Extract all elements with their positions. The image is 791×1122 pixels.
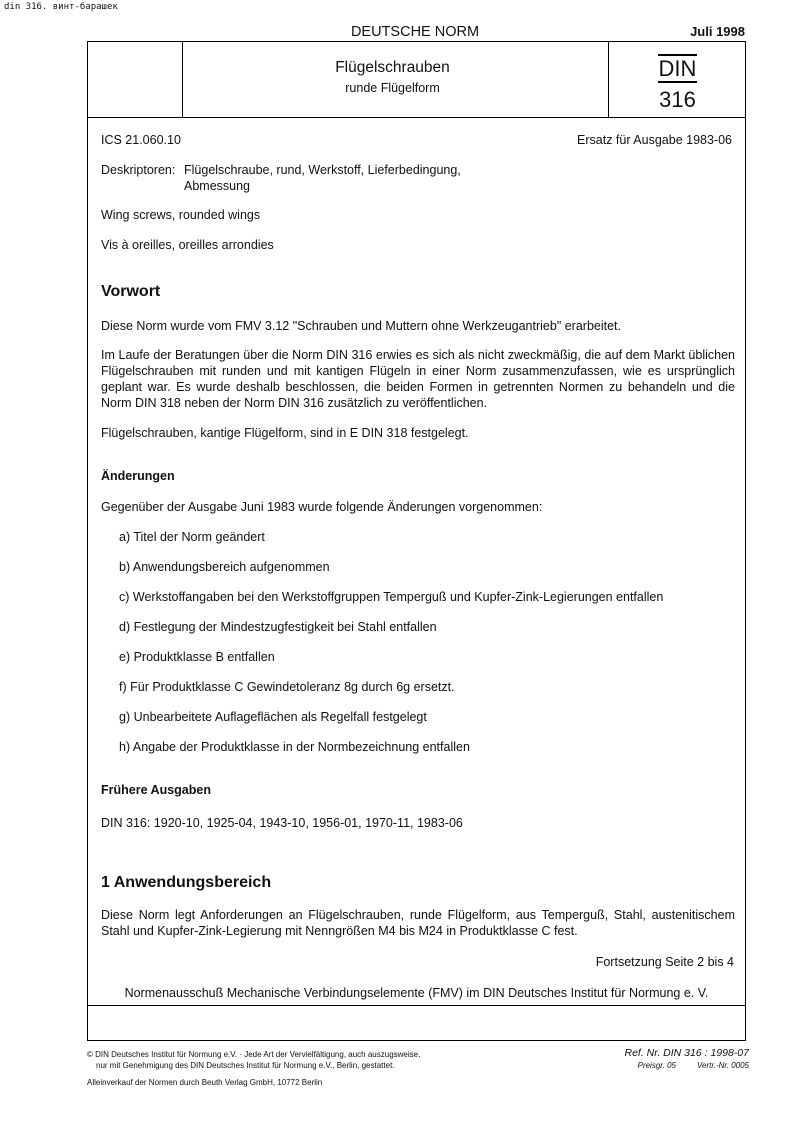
din-logo — [609, 56, 746, 82]
title-english: Wing screws, rounded wings — [101, 208, 261, 222]
committee-line: Normenausschuß Mechanische Verbindungselemente (FMV) im DIN Deutsches Institut für Normung e. V. — [124, 986, 709, 1000]
change-item: b) Anwendungsbereich aufgenommen — [119, 560, 330, 574]
change-item: a) Titel der Norm geändert — [119, 530, 265, 544]
earlier-editions-heading: Frühere Ausgaben — [101, 783, 211, 797]
distribution-number: Vertr.-Nr. 0005 — [696, 1061, 749, 1070]
change-item: h) Angabe der Produktklasse in der Normbezeichnung entfallen — [119, 740, 470, 754]
sales-note: Alleinverkauf der Normen durch Beuth Verlag GmbH, 10772 Berlin — [87, 1078, 323, 1087]
title-french: Vis à oreilles, oreilles arrondies — [101, 238, 274, 252]
descriptors-label: Deskriptoren: — [101, 163, 176, 177]
reference-number: Ref. Nr. DIN 316 : 1998-07 — [624, 1047, 749, 1059]
change-item: g) Unbearbeitete Auflageflächen als Regelfall festgelegt — [119, 710, 427, 724]
earlier-editions-list: DIN 316: 1920-10, 1925-04, 1943-10, 1956-01, 1970-11, 1983-06 — [101, 816, 463, 830]
vorwort-paragraph-1: Diese Norm wurde vom FMV 3.12 "Schrauben und Muttern ohne Werkzeugantrieb" erarbeitet. — [101, 319, 622, 333]
change-item: d) Festlegung der Mindestzugfestigkeit bei Stahl entfallen — [119, 620, 437, 634]
copyright-line-2: nur mit Genehmigung des DIN Deutsches Institut für Normung e.V., Berlin, gestattet. — [96, 1061, 395, 1070]
din-logo-text: DIN — [658, 56, 697, 81]
content-frame — [87, 117, 746, 1041]
vorwort-paragraph-2: Im Laufe der Beratungen über die Norm DIN 316 erwies es sich als nicht zweckmäßig, die auf dem Markt üblichen Flügelschrauben mit runden und mit kantigen Flügeln in einer Norm zusammenzufassen, wie es ursprünglich geplant war. Es wurde deshalb beschlossen, die beiden Formen in getrennten Normen zu behandeln und die Norm DIN 318 neben der Norm DIN 316 zusätzlich zu veröffentlichen. — [101, 348, 735, 410]
section-1-heading: 1 Anwendungsbereich — [101, 874, 272, 891]
price-group: Preisgr. 05 — [637, 1061, 676, 1070]
change-item: e) Produktklasse B entfallen — [119, 650, 275, 664]
document-title: Flügelschrauben — [335, 59, 450, 76]
change-item: f) Für Produktklasse C Gewindetoleranz 8g durch 6g ersetzt. — [119, 680, 455, 694]
copyright-line-1: © DIN Deutsches Institut für Normung e.V. · Jede Art der Vervielfältigung, auch auszugsweise, — [87, 1050, 421, 1059]
ics-code: ICS 21.060.10 — [101, 133, 181, 147]
descriptors-line-2: Abmessung — [184, 179, 251, 193]
continuation-note: Fortsetzung Seite 2 bis 4 — [595, 955, 734, 969]
publication-date: Juli 1998 — [690, 24, 745, 39]
change-item: c) Werkstoffangaben bei den Werkstoffgruppen Temperguß und Kupfer-Zink-Legierungen entfallen — [119, 590, 664, 604]
frame-divider — [88, 1005, 745, 1006]
document-subtitle: runde Flügelform — [345, 81, 440, 95]
replacement-note: Ersatz für Ausgabe 1983-06 — [577, 133, 732, 147]
din-number: 316 — [659, 87, 696, 112]
header-box — [87, 41, 746, 118]
section-1-text: Diese Norm legt Anforderungen an Flügelschrauben, runde Flügelform, aus Temperguß, Stahl, austenitischem Stahl und Kupfer-Zink-Legierung mit Nenngrößen M4 bis M24 in Produktklasse C fest. — [101, 908, 735, 938]
aenderungen-heading: Änderungen — [101, 469, 175, 483]
descriptors-line-1: Flügelschraube, rund, Werkstoff, Lieferbedingung, — [184, 163, 461, 177]
vorwort-paragraph-3: Flügelschrauben, kantige Flügelform, sind in E DIN 318 festgelegt. — [101, 426, 469, 440]
page-caption: din 316. винт-барашек — [4, 2, 118, 12]
vorwort-heading: Vorwort — [101, 283, 161, 300]
header-divider-left — [182, 42, 183, 117]
aenderungen-intro: Gegenüber der Ausgabe Juni 1983 wurde folgende Änderungen vorgenommen: — [101, 500, 543, 514]
standard-type: DEUTSCHE NORM — [350, 24, 480, 40]
